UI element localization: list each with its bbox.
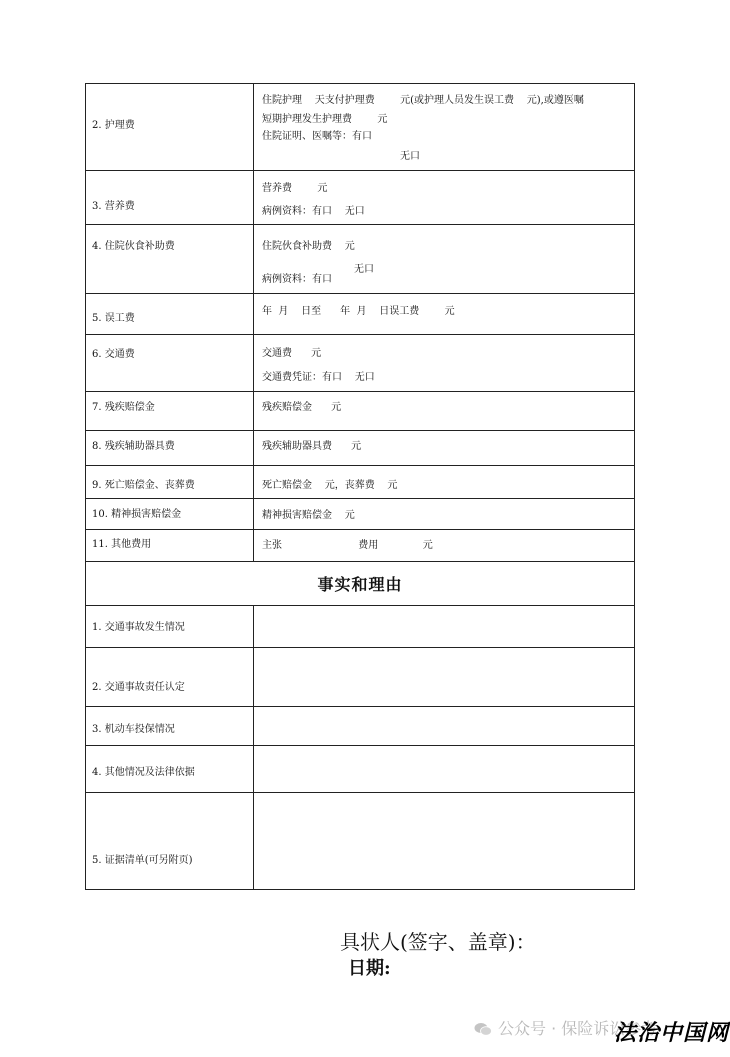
row-label: 4. 其他情况及法律依据 (92, 767, 195, 778)
fact-entry-cell[interactable] (254, 746, 634, 792)
row-label-cell (86, 530, 254, 561)
table-row (86, 707, 634, 746)
row-label-cell (86, 648, 254, 706)
value-line: 残疾赔偿金 元 (262, 402, 342, 413)
section-title: 事实和理由 (317, 575, 403, 594)
value-line: 精神损害赔偿金 元 (262, 510, 355, 521)
row-label: 3. 机动车投保情况 (92, 724, 175, 735)
row-label-cell (86, 335, 254, 391)
row-label: 5. 证据清单(可另附页) (92, 855, 193, 866)
value-line: 无口 (400, 151, 420, 162)
table-row (86, 171, 634, 225)
site-logo: 法治中国网 (614, 1020, 730, 1046)
row-label: 10. 精神损害赔偿金 (92, 509, 182, 520)
row-value-cell (254, 171, 634, 224)
date-label: 日期: (348, 958, 391, 979)
row-label-cell (86, 84, 254, 170)
value-line: 无口 (354, 264, 374, 275)
row-label: 3. 营养费 (92, 201, 135, 212)
table-row (86, 530, 634, 562)
row-value-cell (254, 225, 634, 293)
row-label-cell (86, 746, 254, 792)
fact-entry-cell[interactable] (254, 793, 634, 889)
value-line: 主张 费用 元 (262, 540, 433, 551)
row-label: 8. 残疾辅助器具费 (92, 441, 175, 452)
row-label-cell (86, 171, 254, 224)
fact-entry-cell[interactable] (254, 648, 634, 706)
table-row (86, 606, 634, 648)
row-label: 6. 交通费 (92, 349, 135, 360)
value-line: 短期护理发生护理费 元 (262, 114, 388, 125)
row-value-cell (254, 294, 634, 334)
row-label: 2. 护理费 (92, 120, 135, 131)
row-label-cell (86, 431, 254, 465)
row-label-cell (86, 466, 254, 498)
table-row (86, 225, 634, 294)
value-line: 交通费凭证：有口 无口 (262, 372, 375, 383)
value-line: 住院伙食补助费 元 (262, 241, 355, 252)
value-line: 住院证明、医嘱等：有口 (262, 131, 372, 142)
row-label-cell (86, 707, 254, 745)
table-row (86, 392, 634, 431)
value-line: 死亡赔偿金 元，丧葬费 元 (262, 480, 398, 491)
section-header-row (86, 562, 634, 606)
table-row (86, 84, 634, 171)
row-label: 7. 残疾赔偿金 (92, 402, 155, 413)
table-row (86, 466, 634, 499)
table-row (86, 499, 634, 530)
row-label: 11. 其他费用 (92, 539, 152, 550)
row-value-cell (254, 84, 634, 170)
row-label-cell (86, 225, 254, 293)
value-line: 交通费 元 (262, 348, 322, 359)
value-line: 病例资料：有口 (262, 274, 332, 285)
watermark-text: 公众号 · 保险诉讼参考 (498, 1019, 658, 1038)
row-value-cell (254, 335, 634, 391)
row-label-cell (86, 606, 254, 647)
value-line: 残疾辅助器具费 元 (262, 441, 362, 452)
value-line: 住院护理 天支付护理费 元(或护理人员发生误工费 元),或遵医嘱 (262, 95, 584, 106)
row-value-cell (254, 499, 634, 529)
table-row (86, 648, 634, 707)
row-label: 9. 死亡赔偿金、丧葬费 (92, 480, 195, 491)
row-value-cell (254, 431, 634, 465)
signature-label: 具状人(签字、盖章)： (340, 930, 536, 954)
row-label-cell (86, 793, 254, 889)
row-label-cell (86, 392, 254, 430)
fact-entry-cell[interactable] (254, 707, 634, 745)
row-label: 1. 交通事故发生情况 (92, 622, 185, 633)
table-row (86, 294, 634, 335)
row-value-cell (254, 392, 634, 430)
value-line: 病例资料：有口 无口 (262, 206, 365, 217)
wechat-icon (474, 1022, 492, 1036)
table-row (86, 746, 634, 793)
table-row (86, 793, 634, 889)
row-label: 2. 交通事故责任认定 (92, 682, 185, 693)
row-label-cell (86, 294, 254, 334)
row-label: 5. 误工费 (92, 313, 135, 324)
fact-entry-cell[interactable] (254, 606, 634, 647)
row-value-cell (254, 530, 634, 561)
table-row (86, 431, 634, 466)
row-value-cell (254, 466, 634, 498)
row-label-cell (86, 499, 254, 529)
value-line: 年 月 日至 年 月 日误工费 元 (262, 306, 455, 317)
table-row (86, 335, 634, 392)
claims-table (85, 83, 635, 890)
value-line: 营养费 元 (262, 183, 328, 194)
row-label: 4. 住院伙食补助费 (92, 241, 175, 252)
